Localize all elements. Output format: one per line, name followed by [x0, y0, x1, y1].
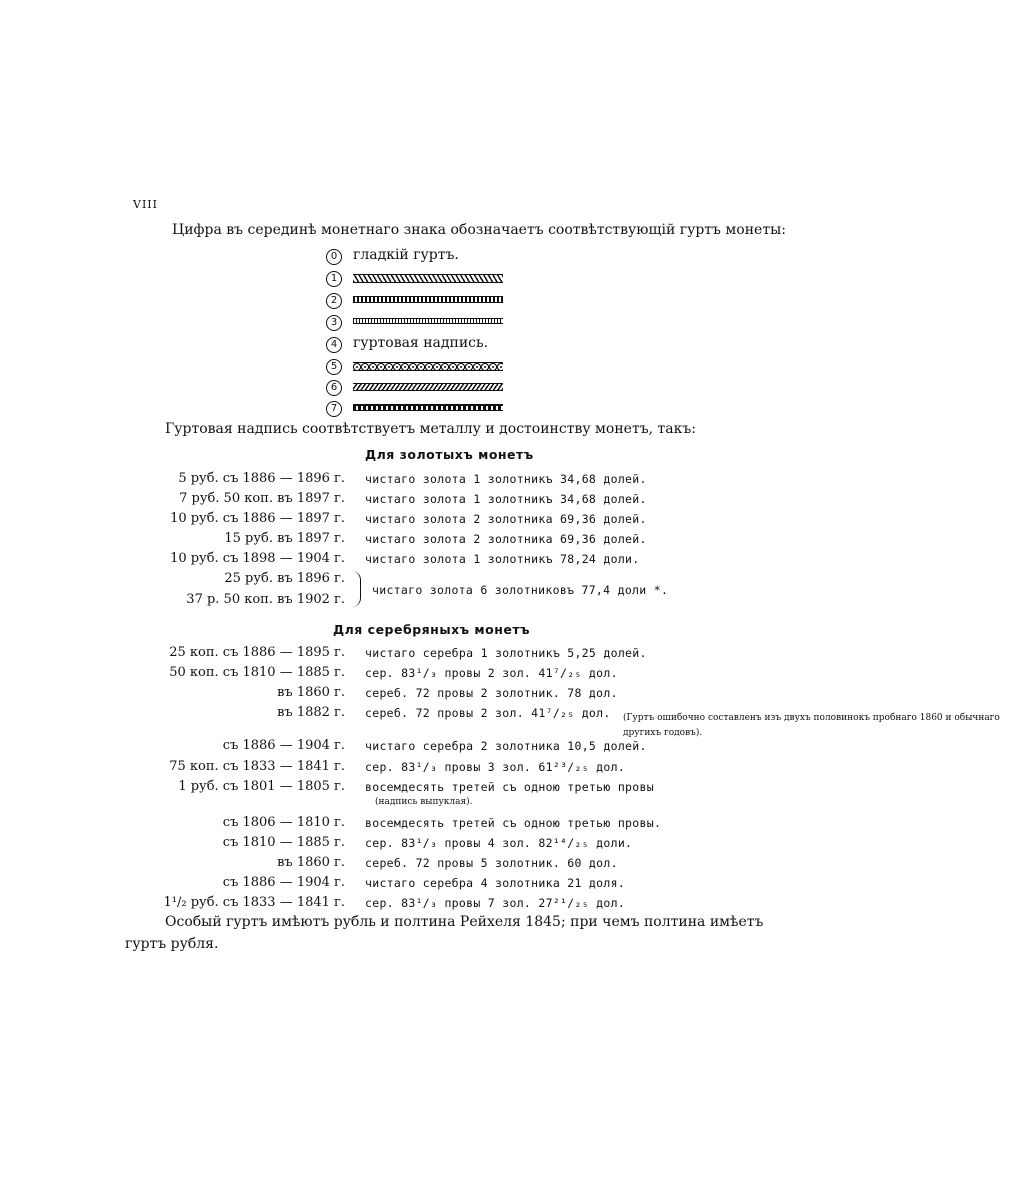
inscription-text: чистаго золота 1 золотникъ 78,24 доли. — [365, 552, 640, 566]
edge-pattern-diagonal-icon — [353, 274, 503, 283]
edge-number: 5 — [326, 359, 342, 375]
closing-line-2: гуртъ рубля. — [125, 936, 219, 952]
coin-label: въ 1860 г. — [277, 855, 345, 870]
edge-row-4 — [326, 337, 526, 357]
inscription-text: чистаго серебра 2 золотника 10,5 долей. — [365, 739, 647, 753]
coin-label: съ 1810 — 1885 г. — [222, 835, 345, 850]
coin-label: 37 р. 50 коп. въ 1902 г. — [186, 592, 345, 607]
brace — [352, 571, 361, 607]
inscription-text: чистаго серебра 1 золотникъ 5,25 долей. — [365, 646, 647, 660]
gold-row — [160, 511, 760, 531]
coin-label: 1 руб. съ 1801 — 1805 г. — [178, 779, 345, 794]
gold-row — [160, 571, 360, 591]
edge-row-6 — [326, 380, 526, 400]
silver-row — [160, 875, 760, 895]
inscription-text: сер. 83¹/₃ провы 2 зол. 41⁷/₂₅ дол. — [365, 666, 618, 680]
coin-label: съ 1886 — 1904 г. — [222, 875, 345, 890]
inscription-text: чистаго золота 1 золотникъ 34,68 долей. — [365, 492, 647, 506]
coin-label: въ 1860 г. — [277, 685, 345, 700]
edge-pattern-ribbed-icon — [353, 296, 503, 303]
inscription-text: чистаго золота 1 золотникъ 34,68 долей. — [365, 472, 647, 486]
page-number: VIII — [133, 198, 158, 211]
coin-label: 50 коп. съ 1810 — 1885 г. — [169, 665, 345, 680]
inscription-text: сереб. 72 провы 2 зол. 41⁷/₂₅ дол. — [365, 706, 611, 720]
intro-text: Цифра въ серединѣ монетнаго знака обозначаетъ соотвѣтствующій гуртъ монеты: — [172, 222, 786, 238]
edge-number: 4 — [326, 337, 342, 353]
coin-label: 25 руб. въ 1896 г. — [224, 571, 345, 586]
coin-label: съ 1886 — 1904 г. — [222, 738, 345, 753]
coin-label: 15 руб. въ 1897 г. — [224, 531, 345, 546]
edge-row-7 — [326, 401, 526, 421]
edge-pattern-ornament-icon — [353, 362, 503, 371]
inscription-intro: Гуртовая надпись соотвѣтствуетъ металлу и достоинству монетъ, такъ: — [165, 421, 696, 437]
coin-label: 10 руб. съ 1898 — 1904 г. — [170, 551, 345, 566]
inscription-text: чистаго золота 2 золотника 69,36 долей. — [365, 532, 647, 546]
inscription-text: сереб. 72 провы 2 золотник. 78 дол. — [365, 686, 618, 700]
edge-number: 7 — [326, 401, 342, 417]
silver-row — [160, 665, 760, 685]
edge-pattern-fine-icon — [353, 318, 503, 324]
closing-line-1: Особый гуртъ имѣютъ рубль и полтина Рейхеля 1845; при чемъ полтина имѣетъ — [165, 914, 764, 930]
edge-number: 3 — [326, 315, 342, 331]
gold-row — [160, 531, 760, 551]
coin-label: 25 коп. съ 1886 — 1895 г. — [169, 645, 345, 660]
silver-row — [160, 645, 760, 665]
silver-row — [160, 685, 760, 705]
silver-row — [160, 759, 760, 779]
edge-number: 6 — [326, 380, 342, 396]
edge-pattern-meander-icon — [353, 404, 503, 411]
edge-row-1 — [326, 271, 526, 291]
silver-heading: Для серебряныхъ монетъ — [333, 622, 530, 637]
edge-row-2 — [326, 293, 526, 313]
inscription-text: сереб. 72 провы 5 золотник. 60 дол. — [365, 856, 618, 870]
gold-brace-text: чистаго золота 6 золотниковъ 77,4 доли *. — [372, 583, 669, 597]
edge-label: гладкій гуртъ. — [353, 247, 459, 263]
silver-row — [160, 779, 800, 799]
coin-label: въ 1882 г. — [277, 705, 345, 720]
silver-row — [160, 738, 760, 758]
gold-row — [160, 592, 360, 612]
edge-row-0 — [326, 249, 526, 269]
edge-number: 2 — [326, 293, 342, 309]
inscription-text: сер. 83¹/₃ провы 4 зол. 82¹⁴/₂₅ доли. — [365, 836, 633, 850]
edge-row-5 — [326, 359, 526, 379]
silver-note: (надпись выпуклая). — [375, 797, 473, 807]
inscription-text: восемдесять третей съ одною третью провы. — [365, 816, 662, 830]
coin-label: 1¹/₂ руб. съ 1833 — 1841 г. — [163, 895, 345, 910]
inscription-text: сер. 83¹/₃ провы 7 зол. 27²¹/₂₅ дол. — [365, 896, 626, 910]
gold-row — [160, 491, 760, 511]
gold-row — [160, 471, 760, 491]
coin-label: съ 1806 — 1810 г. — [222, 815, 345, 830]
edge-pattern-braid-icon — [353, 383, 503, 391]
gold-heading: Для золотыхъ монетъ — [365, 447, 534, 462]
coin-label: 75 коп. съ 1833 — 1841 г. — [169, 759, 345, 774]
edge-number: 0 — [326, 249, 342, 265]
inscription-text: чистаго золота 2 золотника 69,36 долей. — [365, 512, 647, 526]
coin-label: 10 руб. съ 1886 — 1897 г. — [170, 511, 345, 526]
silver-row — [160, 895, 760, 915]
inscription-text: сер. 83¹/₃ провы 3 зол. 61²³/₂₅ дол. — [365, 760, 626, 774]
coin-label: 5 руб. съ 1886 — 1896 г. — [178, 471, 345, 486]
inscription-text: восемдесять третей съ одною третью провы — [365, 780, 654, 794]
gold-row — [160, 551, 760, 571]
edge-label: гуртовая надпись. — [353, 335, 489, 351]
inscription-text: чистаго серебра 4 золотника 21 доля. — [365, 876, 626, 890]
coin-label: 7 руб. 50 коп. въ 1897 г. — [179, 491, 345, 506]
silver-row — [160, 855, 760, 875]
edge-number: 1 — [326, 271, 342, 287]
silver-note: (Гуртъ ошибочно составленъ изъ двухъ половинокъ пробнаго 1860 и обычнаго другихъ годовъ). — [623, 713, 1000, 738]
edge-row-3 — [326, 315, 526, 335]
silver-row — [160, 815, 760, 835]
silver-row — [160, 835, 760, 855]
